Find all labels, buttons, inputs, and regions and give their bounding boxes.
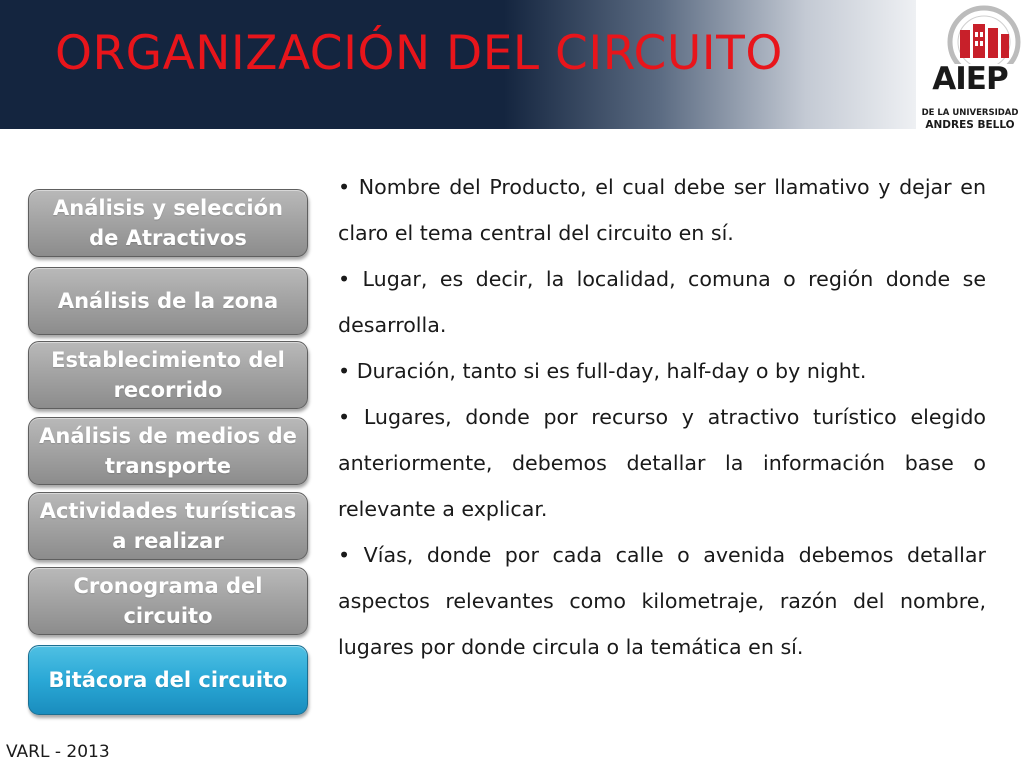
aiep-logo: [918, 2, 1022, 135]
process-steps: [0, 0, 330, 768]
logo-subtitle-line1: DE LA UNIVERSIDAD: [921, 108, 1019, 118]
step-medios-transporte[interactable]: [28, 417, 308, 485]
step-label: Cronograma del circuito: [73, 574, 263, 628]
step-label: Bitácora del circuito: [48, 668, 288, 692]
step-actividades-turisticas[interactable]: [28, 492, 308, 560]
step-label: Análisis de medios de transporte: [39, 424, 297, 478]
bullet-lugares: • Lugares, donde por recurso y atractivo turístico elegido anteriormente, debemos detallar la información base o relevante a explicar.: [338, 405, 986, 521]
logo-subtitle-line2: ANDRES BELLO: [925, 119, 1015, 131]
bullet-duracion: • Duración, tanto si es full-day, half-day o by night.: [338, 359, 867, 383]
step-cronograma[interactable]: [28, 567, 308, 635]
footer-credit: VARL - 2013: [6, 742, 110, 762]
step-analisis-atractivos[interactable]: [28, 189, 308, 257]
step-label: Análisis y selección de Atractivos: [53, 196, 283, 250]
logo-brand-text: AIEP: [932, 61, 1008, 97]
step-label: Establecimiento del recorrido: [51, 348, 285, 402]
content-body: [338, 164, 986, 670]
bullet-lugar: • Lugar, es decir, la localidad, comuna o región donde se desarrolla.: [338, 267, 986, 337]
bullet-vias: • Vías, donde por cada calle o avenida debemos detallar aspectos relevantes como kilometraje, razón del nombre, lugares por donde circula o la temática en sí.: [338, 543, 986, 659]
step-label: Actividades turísticas a realizar: [39, 499, 297, 553]
step-establecimiento-recorrido[interactable]: [28, 341, 308, 409]
university-seal-icon: [918, 2, 1022, 64]
page-title: ORGANIZACIÓN DEL CIRCUITO: [55, 26, 783, 81]
step-bitacora[interactable]: [28, 645, 308, 715]
step-analisis-zona[interactable]: [28, 267, 308, 335]
step-label: Análisis de la zona: [57, 289, 279, 313]
bullet-nombre-producto: • Nombre del Producto, el cual debe ser llamativo y dejar en claro el tema central del circuito en sí.: [338, 175, 986, 245]
